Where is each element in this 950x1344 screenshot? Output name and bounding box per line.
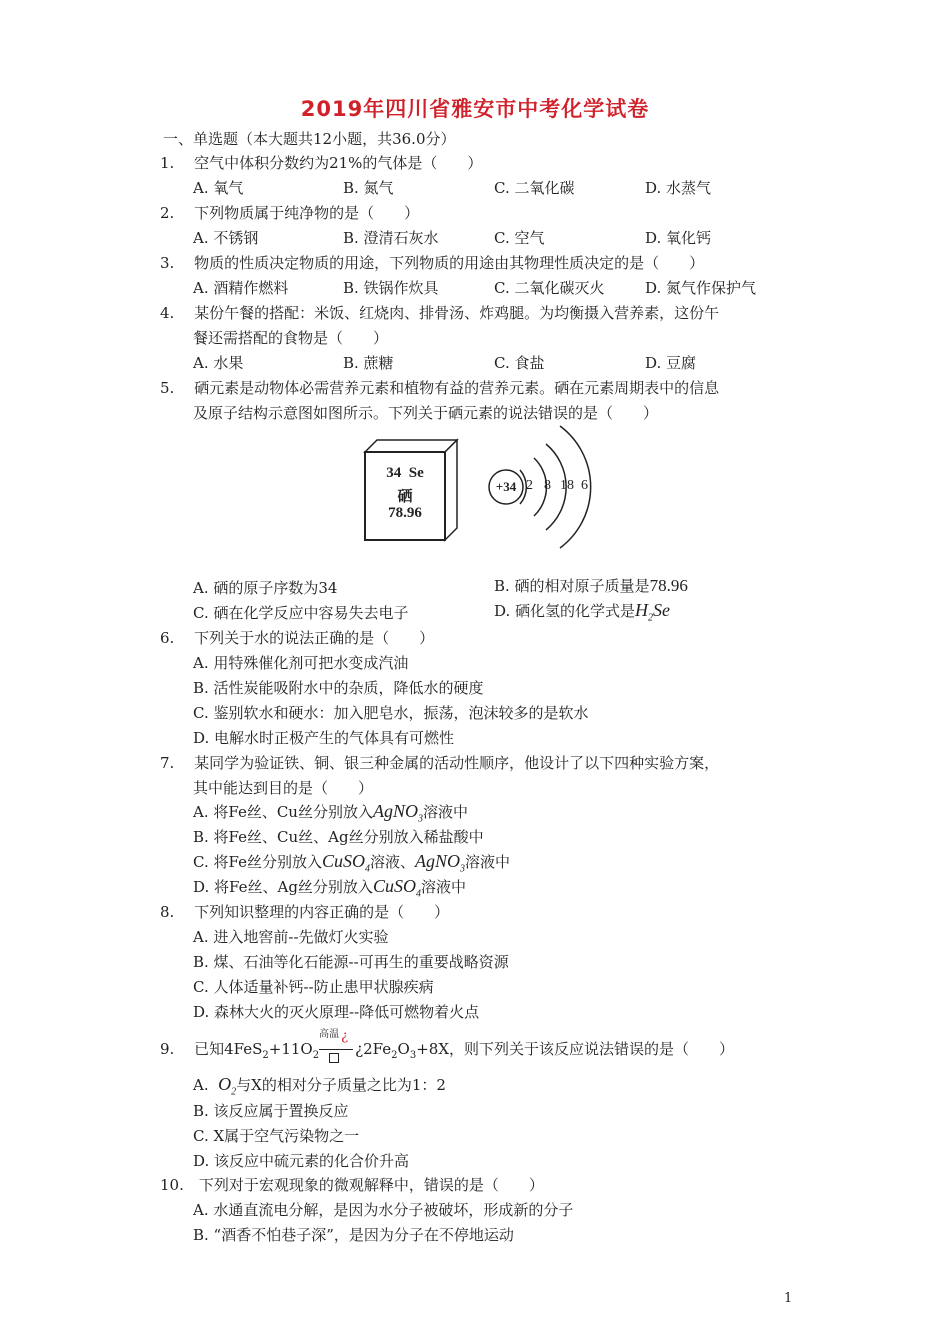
q8-option-c: C. 人体适量补钙--防止患甲状腺疾病 (193, 978, 434, 996)
question-5-line-2: 及原子结构示意图如图所示。下列关于硒元素的说法错误的是（ ） (193, 404, 659, 422)
q3-option-b: B. 铁锅作炊具 (343, 279, 439, 297)
q4-option-d: D. 豆腐 (645, 354, 697, 372)
q1-option-b: B. 氮气 (343, 179, 394, 197)
q3-option-d: D. 氮气作保护气 (645, 279, 757, 297)
q6-option-b: B. 活性炭能吸附水中的杂质，降低水的硬度 (193, 679, 484, 697)
element-name: 硒 (397, 487, 413, 505)
q5-option-b: B. 硒的相对原子质量是78.96 (494, 576, 688, 595)
question-4-line-1: 4. 某份午餐的搭配：米饭、红烧肉、排骨汤、炸鸡腿。为均衡摄入营养素，这份午 (160, 304, 720, 322)
q2-option-b: B. 澄清石灰水 (343, 229, 439, 247)
page-number: 1 (784, 1291, 793, 1306)
q9-option-a: A. $O_2$与X的相对分子质量之比为1：2 (193, 1074, 446, 1098)
q9-option-d: D. 该反应中硫元素的化合价升高 (193, 1152, 410, 1170)
question-3: 3. 物质的性质决定物质的用途，下列物质的用途由其物理性质决定的是（ ） (160, 254, 705, 272)
reaction-condition: 高温 ¿ (319, 1039, 355, 1059)
question-2: 2. 下列物质属于纯净物的是（ ） (160, 204, 420, 222)
q6-option-a: A. 用特殊催化剂可把水变成汽油 (193, 654, 409, 672)
nucleus-charge: +34 (495, 479, 517, 494)
q4-option-c: C. 食盐 (494, 354, 545, 372)
q3-option-c: C. 二氧化碳灭火 (494, 279, 605, 297)
q9-option-c: C. X属于空气污染物之一 (193, 1127, 360, 1145)
q1-option-a: A. 氧气 (193, 179, 244, 197)
question-9: 9. 已知$4FeS_2+11O_2$ 高温 ¿ ¿$2Fe_2O_3+8X$，则下列关于该反应说法错误的是（ ） (160, 1029, 734, 1061)
section-heading: 一、单选题（本大题共12小题，共36.0分） (163, 130, 456, 148)
q8-option-d: D. 森林大火的灭火原理--降低可燃物着火点 (193, 1003, 480, 1021)
q8-option-a: A. 进入地窖前--先做灯火实验 (193, 928, 389, 946)
element-mass: 78.96 (388, 505, 422, 521)
q7-option-d: D. 将Fe丝、Ag丝分别放入CuSO$_4$溶液中 (193, 876, 466, 900)
page-title: 2019年四川省雅安市中考化学试卷 (300, 97, 650, 121)
q7-option-a: A. 将Fe丝、Cu丝分别放入AgNO$_3$溶液中 (193, 801, 468, 825)
q5-option-c: C. 硒在化学反应中容易失去电子 (193, 604, 409, 622)
q6-option-c: C. 鉴别软水和硬水：加入肥皂水，振荡，泡沫较多的是软水 (193, 704, 589, 722)
q1-option-c: C. 二氧化碳 (494, 179, 575, 197)
question-10: 10. 下列对于宏观现象的微观解释中，错误的是（ ） (160, 1176, 544, 1194)
q5-option-d: D. 硒化氢的化学式是$H_2Se$ (494, 600, 671, 624)
question-8: 8. 下列知识整理的内容正确的是（ ） (160, 903, 450, 921)
element-atomic-number: 34 (386, 465, 402, 481)
question-1: 1. 空气中体积分数约为21%的气体是（ ） (160, 154, 483, 172)
q6-option-d: D. 电解水时正极产生的气体具有可燃性 (193, 729, 455, 747)
q2-option-a: A. 不锈钢 (193, 229, 259, 247)
question-6: 6. 下列关于水的说法正确的是（ ） (160, 629, 435, 647)
q7-option-b: B. 将Fe丝、Cu丝、Ag丝分别放入稀盐酸中 (193, 828, 484, 846)
shell-electrons-4: 6 (581, 478, 588, 493)
q4-option-a: A. 水果 (193, 354, 244, 372)
question-7-line-2: 其中能达到目的是（ ） (193, 779, 374, 797)
shell-electrons-3: 18 (560, 478, 574, 493)
q10-option-a: A. 水通直流电分解，是因为水分子被破坏，形成新的分子 (193, 1201, 574, 1219)
shell-electrons-2: 8 (544, 478, 551, 493)
q2-option-c: C. 空气 (494, 229, 545, 247)
q1-option-d: D. 水蒸气 (645, 179, 712, 197)
q8-option-b: B. 煤、石油等化石能源--可再生的重要战略资源 (193, 953, 509, 971)
q2-option-d: D. 氧化钙 (645, 229, 712, 247)
q10-option-b: B. “酒香不怕巷子深”，是因为分子在不停地运动 (193, 1226, 514, 1244)
q3-option-a: A. 酒精作燃料 (193, 279, 289, 297)
question-5-line-1: 5. 硒元素是动物体必需营养元素和植物有益的营养元素。硒在元素周期表中的信息 (160, 379, 720, 397)
question-7-line-1: 7. 某同学为验证铁、铜、银三种金属的活动性顺序，他设计了以下四种实验方案， (160, 754, 720, 772)
q4-option-b: B. 蔗糖 (343, 354, 394, 372)
element-symbol: Se (408, 465, 424, 481)
question-4-line-2: 餐还需搭配的食物是（ ） (193, 329, 389, 347)
shell-electrons-1: 2 (526, 478, 533, 493)
q7-option-c: C. 将Fe丝分别放入CuSO$_4$溶液、AgNO$_3$溶液中 (193, 851, 510, 875)
q9-option-b: B. 该反应属于置换反应 (193, 1102, 349, 1120)
q5-option-a: A. 硒的原子序数为34 (193, 579, 338, 597)
